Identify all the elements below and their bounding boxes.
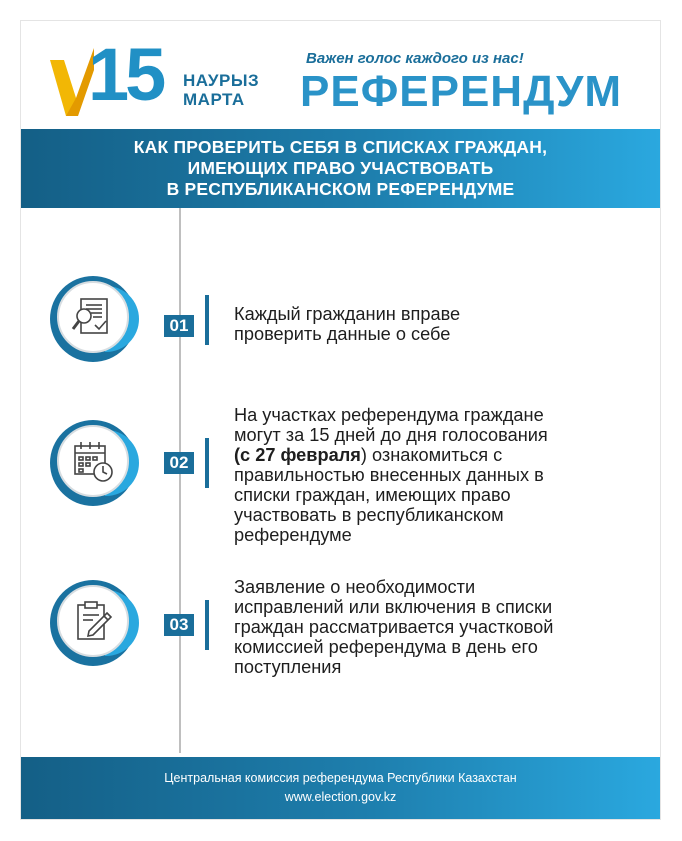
timeline-line — [179, 208, 181, 753]
document-search-icon — [69, 293, 117, 341]
slogan: Важен голос каждого из нас! — [306, 50, 524, 67]
step-3-line-4: комиссией референдума в день его — [234, 637, 538, 657]
step-2-line-2: могут за 15 дней до дня голосования — [234, 425, 548, 445]
step-3-line-1: Заявление о необходимости — [234, 577, 476, 597]
banner-line-1: КАК ПРОВЕРИТЬ СЕБЯ В СПИСКАХ ГРАЖДАН, — [133, 137, 548, 157]
step-2-line-5: списки граждан, имеющих право — [234, 485, 511, 505]
step-2-line-3 — [234, 445, 548, 465]
referendum-logo — [50, 33, 280, 118]
step-1-line-1: Каждый гражданин вправе — [234, 304, 461, 324]
step-2-icon-circle — [50, 420, 136, 506]
calendar-clock-icon — [69, 437, 117, 485]
step-2-line-3-rest: ) ознакомиться с — [360, 445, 503, 465]
logo-day: НАУРЫЗ — [183, 71, 260, 90]
step-2-date: (с 27 февраля — [234, 445, 361, 465]
logo-month: МАРТА — [183, 90, 245, 109]
footer-banner — [21, 757, 660, 819]
step-3-bar — [205, 600, 209, 650]
step-2-line-7: референдуме — [234, 525, 352, 545]
logo-number: 15 — [88, 33, 163, 116]
step-2-line-4: правильностью внесенных данных в — [234, 465, 544, 485]
banner-line-3: В РЕСПУБЛИКАНСКОМ РЕФЕРЕНДУМЕ — [166, 179, 515, 199]
step-3-line-3: граждан рассматривается участковой — [234, 617, 554, 637]
footer-url: www.election.gov.kz — [284, 790, 397, 804]
step-1-bar — [205, 295, 209, 345]
title-banner — [21, 129, 660, 208]
step-2-number: 02 — [164, 452, 194, 474]
step-1-number: 01 — [164, 315, 194, 337]
step-2-bar — [205, 438, 209, 488]
step-2-line-6: участвовать в республиканском — [234, 505, 504, 525]
step-2-text — [234, 405, 548, 545]
step-3-icon-circle — [50, 580, 136, 666]
step-3-text — [234, 577, 553, 677]
step-3-number: 03 — [164, 614, 194, 636]
step-1-icon-circle — [50, 276, 136, 362]
step-3-line-2: исправлений или включения в списки — [234, 597, 553, 617]
footer-org: Центральная комиссия референдума Республики Казахстан — [164, 771, 517, 785]
step-1-text — [234, 304, 460, 344]
step-3-line-5: поступления — [234, 657, 342, 677]
step-2-line-1: На участках референдума граждане — [234, 405, 544, 425]
clipboard-pen-icon — [69, 597, 117, 645]
banner-line-2: ИМЕЮЩИХ ПРАВО УЧАСТВОВАТЬ — [187, 158, 494, 178]
step-1-line-2: проверить данные о себе — [234, 324, 451, 344]
page-title: РЕФЕРЕНДУМ — [300, 67, 622, 116]
